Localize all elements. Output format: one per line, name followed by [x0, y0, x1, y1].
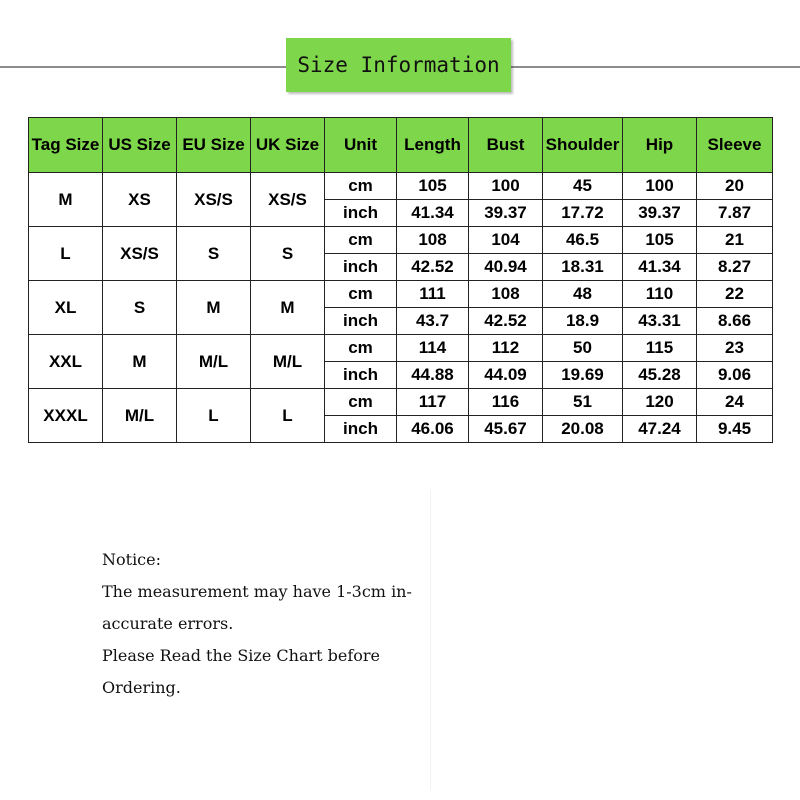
- table-row: [29, 389, 773, 416]
- header-bust: Bust: [469, 118, 543, 173]
- length-cell: 46.06: [397, 416, 469, 443]
- hip-cell: 100: [623, 173, 697, 200]
- unit-cell: inch: [325, 362, 397, 389]
- length-cell: 42.52: [397, 254, 469, 281]
- shoulder-cell: 17.72: [543, 200, 623, 227]
- bust-cell: 40.94: [469, 254, 543, 281]
- sleeve-cell: 7.87: [697, 200, 773, 227]
- uk-size-cell: M: [251, 281, 325, 335]
- length-cell: 111: [397, 281, 469, 308]
- bust-cell: 104: [469, 227, 543, 254]
- unit-cell: cm: [325, 335, 397, 362]
- bust-cell: 116: [469, 389, 543, 416]
- unit-cell: inch: [325, 416, 397, 443]
- header-sleeve: Sleeve: [697, 118, 773, 173]
- bust-cell: 45.67: [469, 416, 543, 443]
- tag-size-cell: XXL: [29, 335, 103, 389]
- shoulder-cell: 46.5: [543, 227, 623, 254]
- shoulder-cell: 48: [543, 281, 623, 308]
- sleeve-cell: 8.27: [697, 254, 773, 281]
- uk-size-cell: S: [251, 227, 325, 281]
- length-cell: 41.34: [397, 200, 469, 227]
- length-cell: 43.7: [397, 308, 469, 335]
- length-cell: 105: [397, 173, 469, 200]
- sleeve-cell: 23: [697, 335, 773, 362]
- hip-cell: 45.28: [623, 362, 697, 389]
- table-row: [29, 227, 773, 254]
- unit-cell: inch: [325, 308, 397, 335]
- hip-cell: 43.31: [623, 308, 697, 335]
- hip-cell: 47.24: [623, 416, 697, 443]
- shoulder-cell: 19.69: [543, 362, 623, 389]
- shoulder-cell: 18.31: [543, 254, 623, 281]
- bust-cell: 108: [469, 281, 543, 308]
- shoulder-cell: 45: [543, 173, 623, 200]
- uk-size-cell: M/L: [251, 335, 325, 389]
- unit-cell: cm: [325, 173, 397, 200]
- hip-cell: 120: [623, 389, 697, 416]
- hip-cell: 115: [623, 335, 697, 362]
- bust-cell: 112: [469, 335, 543, 362]
- table-body: [29, 173, 773, 443]
- eu-size-cell: M: [177, 281, 251, 335]
- unit-cell: inch: [325, 200, 397, 227]
- header-unit: Unit: [325, 118, 397, 173]
- eu-size-cell: XS/S: [177, 173, 251, 227]
- length-cell: 117: [397, 389, 469, 416]
- us-size-cell: S: [103, 281, 177, 335]
- header-uk-size: UK Size: [251, 118, 325, 173]
- sleeve-cell: 21: [697, 227, 773, 254]
- bust-cell: 44.09: [469, 362, 543, 389]
- us-size-cell: M: [103, 335, 177, 389]
- eu-size-cell: S: [177, 227, 251, 281]
- header-shoulder: Shoulder: [543, 118, 623, 173]
- header-hip: Hip: [623, 118, 697, 173]
- uk-size-cell: L: [251, 389, 325, 443]
- notice-line: Ordering.: [102, 678, 181, 697]
- sleeve-cell: 24: [697, 389, 773, 416]
- title-banner: [0, 36, 800, 96]
- length-cell: 114: [397, 335, 469, 362]
- bust-cell: 39.37: [469, 200, 543, 227]
- unit-cell: cm: [325, 281, 397, 308]
- us-size-cell: M/L: [103, 389, 177, 443]
- sleeve-cell: 8.66: [697, 308, 773, 335]
- notice-line: Please Read the Size Chart before: [102, 646, 381, 665]
- header-eu-size: EU Size: [177, 118, 251, 173]
- table-row: [29, 335, 773, 362]
- unit-cell: cm: [325, 389, 397, 416]
- hip-cell: 105: [623, 227, 697, 254]
- table-row: [29, 281, 773, 308]
- notice-line: accurate errors.: [102, 614, 234, 633]
- header-tag-size: Tag Size: [29, 118, 103, 173]
- tag-size-cell: XXXL: [29, 389, 103, 443]
- table-header-row: [29, 118, 773, 173]
- notice-line: Notice:: [102, 550, 161, 569]
- hip-cell: 39.37: [623, 200, 697, 227]
- tag-size-cell: M: [29, 173, 103, 227]
- shoulder-cell: 20.08: [543, 416, 623, 443]
- page-title: Size Information: [286, 38, 511, 92]
- tag-size-cell: L: [29, 227, 103, 281]
- sleeve-cell: 9.06: [697, 362, 773, 389]
- header-length: Length: [397, 118, 469, 173]
- eu-size-cell: M/L: [177, 335, 251, 389]
- us-size-cell: XS: [103, 173, 177, 227]
- hip-cell: 110: [623, 281, 697, 308]
- hip-cell: 41.34: [623, 254, 697, 281]
- sleeve-cell: 22: [697, 281, 773, 308]
- tag-size-cell: XL: [29, 281, 103, 335]
- size-chart-table: [28, 117, 773, 443]
- length-cell: 44.88: [397, 362, 469, 389]
- sleeve-cell: 9.45: [697, 416, 773, 443]
- us-size-cell: XS/S: [103, 227, 177, 281]
- table-row: [29, 173, 773, 200]
- bust-cell: 100: [469, 173, 543, 200]
- sleeve-cell: 20: [697, 173, 773, 200]
- uk-size-cell: XS/S: [251, 173, 325, 227]
- eu-size-cell: L: [177, 389, 251, 443]
- notice-text: [102, 544, 442, 704]
- header-us-size: US Size: [103, 118, 177, 173]
- shoulder-cell: 51: [543, 389, 623, 416]
- shoulder-cell: 18.9: [543, 308, 623, 335]
- unit-cell: cm: [325, 227, 397, 254]
- bust-cell: 42.52: [469, 308, 543, 335]
- length-cell: 108: [397, 227, 469, 254]
- unit-cell: inch: [325, 254, 397, 281]
- notice-line: The measurement may have 1-3cm in-: [102, 582, 412, 601]
- shoulder-cell: 50: [543, 335, 623, 362]
